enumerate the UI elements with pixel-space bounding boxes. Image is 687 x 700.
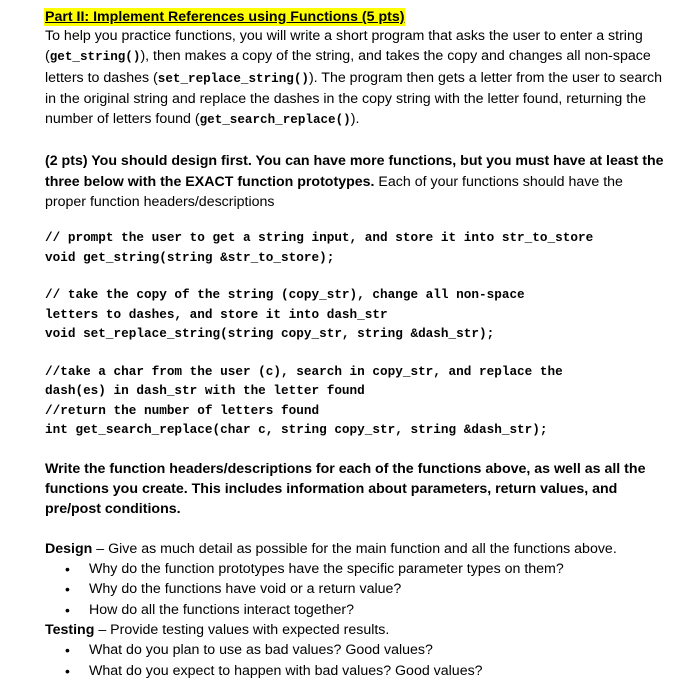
testing-label: Testing xyxy=(45,621,95,638)
code-block-3 xyxy=(45,362,665,440)
code-line: int get_search_replace(char c, string copy_str, string &dash_str); xyxy=(45,422,548,438)
bullet-icon: • xyxy=(65,581,70,598)
design-bullets xyxy=(45,559,665,620)
code-line: // prompt the user to get a string input, and store it into str_to_store xyxy=(45,230,594,246)
code-line: //take a char from the user (c), search in copy_str, and replace the xyxy=(45,363,563,379)
intro-text-2: ), then makes a copy of the string, and takes the copy and changes all non-space letters to dashes ( xyxy=(45,48,651,86)
bullet-icon: • xyxy=(65,662,70,679)
code-line: //return the number of letters found xyxy=(45,402,320,418)
design-first-paragraph xyxy=(45,151,665,212)
list-item: • Why do the function prototypes have the specific parameter types on them? xyxy=(45,559,665,579)
write-headers-paragraph: Write the function headers/descriptions for each of the functions above, as well as all the functions you create. This includes information about parameters, return values, and pre/post conditions. xyxy=(45,460,646,518)
intro-text-4: ). xyxy=(350,111,360,128)
bullet-icon: • xyxy=(65,561,70,578)
code-block-2 xyxy=(45,285,665,344)
bullet-icon: • xyxy=(65,642,70,659)
testing-bullets xyxy=(45,640,665,681)
code-get-search-replace: get_search_replace() xyxy=(199,113,351,128)
list-item: • What do you expect to happen with bad values? Good values? xyxy=(45,661,665,681)
code-set-replace-string: set_replace_string() xyxy=(157,71,309,86)
section-heading: Part II: Implement References using Functions (5 pts) xyxy=(45,9,405,25)
code-line: letters to dashes, and store it into dash_str xyxy=(45,306,388,322)
code-line: dash(es) in dash_str with the letter found xyxy=(45,383,365,399)
design-label: Design xyxy=(45,540,93,557)
code-get-string: get_string() xyxy=(49,50,141,65)
bullet-icon: • xyxy=(65,601,70,618)
heading-row xyxy=(44,8,665,26)
design-line xyxy=(45,539,665,559)
intro-text-3: ). The program then gets a letter from the user to search in the original string and replace the dashes in the copy string with the letter found, returning the number of letters found ( xyxy=(45,69,662,128)
intro-paragraph xyxy=(45,26,665,130)
assignment-page xyxy=(45,8,665,681)
list-item: • Why do the functions have void or a return value? xyxy=(45,579,665,599)
design-text: – Give as much detail as possible for the main function and all the functions above. xyxy=(92,540,617,557)
list-item: • How do all the functions interact together? xyxy=(45,600,665,620)
design-first-rest: Each of your functions should have the proper function headers/descriptions xyxy=(45,173,623,211)
list-item: • What do you plan to use as bad values? Good values? xyxy=(45,640,665,660)
testing-text: – Provide testing values with expected results. xyxy=(94,621,390,638)
code-block-1 xyxy=(45,228,665,267)
code-line: // take the copy of the string (copy_str), change all non-space xyxy=(45,287,525,303)
intro-text-1: To help you practice functions, you will write a short program that asks the user to enter a string ( xyxy=(45,28,643,65)
testing-line xyxy=(45,620,665,640)
design-first-bold: (2 pts) You should design first. You can have more functions, but you must have at least the three below with the EXACT function prototypes. xyxy=(45,153,664,190)
code-line: void get_string(string &str_to_store); xyxy=(45,249,335,265)
code-line: void set_replace_string(string copy_str, string &dash_str); xyxy=(45,326,495,342)
